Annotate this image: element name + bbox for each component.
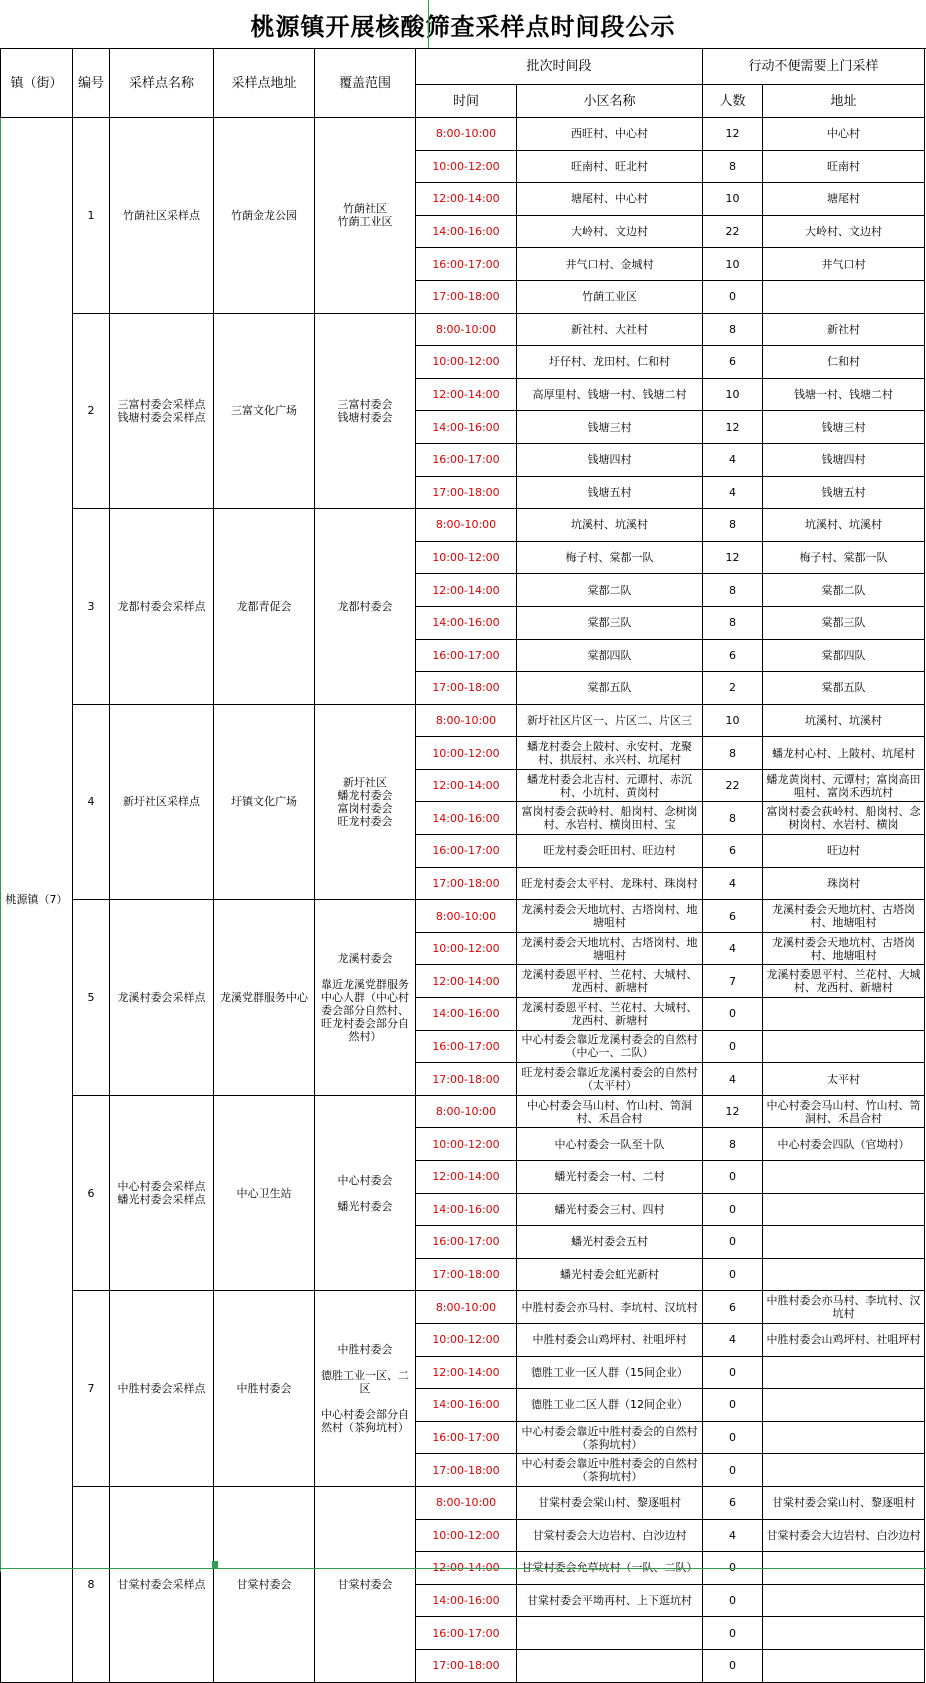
header-count: 人数 (703, 85, 763, 118)
home-count: 8 (703, 150, 763, 183)
home-address (763, 280, 925, 313)
header-batch: 批次时间段 (416, 49, 703, 85)
home-count: 4 (703, 476, 763, 509)
community-names: 蟠光村委会虹光新村 (517, 1258, 703, 1291)
home-count: 4 (703, 1323, 763, 1356)
community-names: 蟠龙村委会上陂村、永安村、龙聚村、拱辰村、永兴村、坑尾村 (517, 737, 703, 770)
time-slot: 16:00-17:00 (416, 248, 517, 281)
home-count: 12 (703, 118, 763, 151)
time-slot: 14:00-16:00 (416, 802, 517, 835)
community-names: 中胜村委会亦马村、李坑村、汉坑村 (517, 1291, 703, 1324)
community-names: 旺龙村委会太平村、龙珠村、珠岗村 (517, 867, 703, 900)
home-address: 棠都四队 (763, 639, 925, 672)
community-names: 圩仔村、龙田村、仁和村 (517, 346, 703, 379)
schedule-table (0, 48, 925, 1683)
time-slot: 12:00-14:00 (416, 183, 517, 216)
home-address: 太平村 (763, 1063, 925, 1096)
home-address: 井气口村 (763, 248, 925, 281)
home-count: 0 (703, 1226, 763, 1259)
time-slot: 16:00-17:00 (416, 639, 517, 672)
site-address: 龙都青促会 (214, 509, 315, 705)
header-address: 地址 (763, 85, 925, 118)
time-slot: 10:00-12:00 (416, 1323, 517, 1356)
time-slot: 8:00-10:00 (416, 509, 517, 542)
header-home-sampling: 行动不便需要上门采样 (703, 49, 925, 85)
site-number: 7 (73, 1291, 110, 1487)
home-address: 塘尾村 (763, 183, 925, 216)
site-name: 甘棠村委会采样点 (110, 1486, 214, 1682)
community-names: 蟠龙村委会北吉村、元谭村、赤沉村、小坑村、黄岗村 (517, 769, 703, 802)
home-count: 4 (703, 443, 763, 476)
table-row (1, 1095, 925, 1128)
page-title: 桃源镇开展核酸筛查采样点时间段公示 (0, 0, 926, 49)
home-address: 仁和村 (763, 346, 925, 379)
home-count: 6 (703, 835, 763, 868)
time-slot: 16:00-17:00 (416, 1421, 517, 1454)
community-names: 棠都四队 (517, 639, 703, 672)
home-address: 坑溪村、坑溪村 (763, 704, 925, 737)
community-names (517, 1649, 703, 1682)
site-name: 龙溪村委会采样点 (110, 900, 214, 1096)
home-count: 0 (703, 1258, 763, 1291)
time-slot: 14:00-16:00 (416, 1389, 517, 1422)
site-address: 中心卫生站 (214, 1095, 315, 1291)
home-count: 10 (703, 248, 763, 281)
home-count: 0 (703, 1161, 763, 1194)
time-slot: 10:00-12:00 (416, 150, 517, 183)
community-names: 德胜工业二区人群（12间企业） (517, 1389, 703, 1422)
home-address: 旺南村 (763, 150, 925, 183)
time-slot: 17:00-18:00 (416, 1063, 517, 1096)
table-row (1, 900, 925, 933)
home-count: 8 (703, 313, 763, 346)
site-address: 竹蓢金龙公园 (214, 118, 315, 314)
community-names: 棠都五队 (517, 672, 703, 705)
table-row (1, 704, 925, 737)
time-slot: 12:00-14:00 (416, 574, 517, 607)
time-slot: 14:00-16:00 (416, 606, 517, 639)
home-address (763, 1258, 925, 1291)
time-slot: 17:00-18:00 (416, 1454, 517, 1487)
time-slot: 8:00-10:00 (416, 900, 517, 933)
home-count: 4 (703, 1063, 763, 1096)
time-slot: 16:00-17:00 (416, 1617, 517, 1650)
community-names: 井气口村、金城村 (517, 248, 703, 281)
home-address (763, 1617, 925, 1650)
community-names: 龙溪村委恩平村、兰花村、大城村、龙西村、新塘村 (517, 965, 703, 998)
site-name: 龙都村委会采样点 (110, 509, 214, 705)
home-address: 棠都二队 (763, 574, 925, 607)
home-address: 钱塘四村 (763, 443, 925, 476)
header-site-address: 采样点地址 (214, 49, 315, 118)
community-names: 蟠光村委会五村 (517, 1226, 703, 1259)
time-slot: 10:00-12:00 (416, 1128, 517, 1161)
site-number: 8 (73, 1486, 110, 1682)
time-slot: 16:00-17:00 (416, 443, 517, 476)
time-slot: 14:00-16:00 (416, 411, 517, 444)
home-address (763, 1649, 925, 1682)
community-names: 新圩社区片区一、片区二、片区三 (517, 704, 703, 737)
community-names: 钱塘四村 (517, 443, 703, 476)
community-names: 德胜工业一区人群（15间企业） (517, 1356, 703, 1389)
home-count: 0 (703, 1649, 763, 1682)
time-slot: 17:00-18:00 (416, 1258, 517, 1291)
home-address (763, 998, 925, 1031)
time-slot: 10:00-12:00 (416, 541, 517, 574)
home-count: 4 (703, 932, 763, 965)
time-slot: 14:00-16:00 (416, 215, 517, 248)
home-address: 蟠龙黄岗村、元谭村；富岗高田咀村、富岗禾西坑村 (763, 769, 925, 802)
home-count: 8 (703, 574, 763, 607)
site-address: 三富文化广场 (214, 313, 315, 509)
site-address: 龙溪党群服务中心 (214, 900, 315, 1096)
home-count: 0 (703, 1356, 763, 1389)
home-address: 中心村委会四队（官坳村） (763, 1128, 925, 1161)
home-address: 龙溪村委会天地坑村、古塔岗村、地塘咀村 (763, 900, 925, 933)
site-coverage: 中胜村委会 德胜工业一区、二区 中心村委会部分自然村（茶狗坑村） (315, 1291, 416, 1487)
home-address (763, 1454, 925, 1487)
site-name: 新圩社区采样点 (110, 704, 214, 900)
time-slot: 12:00-14:00 (416, 1552, 517, 1585)
home-count: 0 (703, 1389, 763, 1422)
time-slot: 14:00-16:00 (416, 1193, 517, 1226)
home-count: 22 (703, 215, 763, 248)
time-slot: 10:00-12:00 (416, 1519, 517, 1552)
community-names: 中心村委会靠近中胜村委会的自然村（茶狗坑村） (517, 1454, 703, 1487)
home-count: 6 (703, 639, 763, 672)
table-row (1, 1291, 925, 1324)
community-names: 甘棠村委会棠山村、黎逐咀村 (517, 1486, 703, 1519)
time-slot: 8:00-10:00 (416, 704, 517, 737)
home-count: 8 (703, 1128, 763, 1161)
home-count: 12 (703, 541, 763, 574)
home-count: 10 (703, 183, 763, 216)
community-names: 西旺村、中心村 (517, 118, 703, 151)
community-names: 龙溪村委恩平村、兰花村、大城村、龙西村、新塘村 (517, 998, 703, 1031)
time-slot: 10:00-12:00 (416, 346, 517, 379)
time-slot: 8:00-10:00 (416, 1095, 517, 1128)
home-address: 中心村 (763, 118, 925, 151)
header-no: 编号 (73, 49, 110, 118)
sheet-bottom-border (0, 1568, 926, 1569)
table-row (1, 509, 925, 542)
community-names: 中胜村委会山鸡坪村、社咀坪村 (517, 1323, 703, 1356)
community-names: 中心村委会靠近中胜村委会的自然村（茶狗坑村） (517, 1421, 703, 1454)
header-community: 小区名称 (517, 85, 703, 118)
community-names: 中心村委会马山村、竹山村、笥洞村、禾昌合村 (517, 1095, 703, 1128)
site-coverage: 龙溪村委会 靠近龙溪党群服务中心人群（中心村委会部分自然村、旺龙村委会部分自然村） (315, 900, 416, 1096)
time-slot: 16:00-17:00 (416, 835, 517, 868)
home-address: 中胜村委会山鸡坪村、社咀坪村 (763, 1323, 925, 1356)
home-count: 8 (703, 509, 763, 542)
home-address (763, 1421, 925, 1454)
site-address: 中胜村委会 (214, 1291, 315, 1487)
site-number: 5 (73, 900, 110, 1096)
header-coverage: 覆盖范围 (315, 49, 416, 118)
time-slot: 16:00-17:00 (416, 1030, 517, 1063)
home-count: 0 (703, 1421, 763, 1454)
home-address: 棠都五队 (763, 672, 925, 705)
home-count: 2 (703, 672, 763, 705)
site-coverage: 龙都村委会 (315, 509, 416, 705)
time-slot: 10:00-12:00 (416, 932, 517, 965)
site-coverage: 三富村委会 钱塘村委会 (315, 313, 416, 509)
site-name: 竹蓢社区采样点 (110, 118, 214, 314)
home-count: 0 (703, 1193, 763, 1226)
community-names: 蟠光村委会三村、四村 (517, 1193, 703, 1226)
community-names: 中心村委会一队至十队 (517, 1128, 703, 1161)
home-count: 4 (703, 867, 763, 900)
time-slot: 8:00-10:00 (416, 118, 517, 151)
community-names: 梅子村、棠都一队 (517, 541, 703, 574)
table-row (1, 313, 925, 346)
community-names: 旺龙村委会旺田村、旺边村 (517, 835, 703, 868)
home-address: 中胜村委会亦马村、李坑村、汉坑村 (763, 1291, 925, 1324)
home-address: 棠都三队 (763, 606, 925, 639)
home-count: 6 (703, 1486, 763, 1519)
home-count: 12 (703, 1095, 763, 1128)
community-names: 大岭村、文边村 (517, 215, 703, 248)
home-count: 8 (703, 802, 763, 835)
community-names: 新社村、大社村 (517, 313, 703, 346)
community-names: 龙溪村委会天地坑村、古塔岗村、地塘咀村 (517, 932, 703, 965)
home-address: 龙溪村委会天地坑村、古塔岗村、地塘咀村 (763, 932, 925, 965)
home-address: 龙溪村委恩平村、兰花村、大城村、龙西村、新塘村 (763, 965, 925, 998)
home-address: 甘棠村委会棠山村、黎逐咀村 (763, 1486, 925, 1519)
time-slot: 16:00-17:00 (416, 1226, 517, 1259)
home-address: 钱塘一村、钱塘二村 (763, 378, 925, 411)
time-slot: 8:00-10:00 (416, 1486, 517, 1519)
home-address (763, 1161, 925, 1194)
time-slot: 12:00-14:00 (416, 1161, 517, 1194)
time-slot: 14:00-16:00 (416, 998, 517, 1031)
community-names: 龙溪村委会天地坑村、古塔岗村、地塘咀村 (517, 900, 703, 933)
community-names: 钱塘五村 (517, 476, 703, 509)
home-count: 22 (703, 769, 763, 802)
community-names (517, 1617, 703, 1650)
sheet-left-border (0, 118, 1, 1572)
home-address: 旺边村 (763, 835, 925, 868)
site-name: 三富村委会采样点 钱塘村委会采样点 (110, 313, 214, 509)
time-slot: 17:00-18:00 (416, 672, 517, 705)
home-address: 钱塘五村 (763, 476, 925, 509)
time-slot: 8:00-10:00 (416, 1291, 517, 1324)
site-address: 甘棠村委会 (214, 1486, 315, 1682)
home-count: 0 (703, 280, 763, 313)
site-coverage: 中心村委会 蟠光村委会 (315, 1095, 416, 1291)
home-address: 珠岗村 (763, 867, 925, 900)
community-names: 钱塘三村 (517, 411, 703, 444)
home-count: 6 (703, 900, 763, 933)
site-coverage: 甘棠村委会 (315, 1486, 416, 1682)
home-count: 0 (703, 998, 763, 1031)
home-address: 坑溪村、坑溪村 (763, 509, 925, 542)
community-names: 棠都二队 (517, 574, 703, 607)
home-address: 蟠龙村心村、上陂村、坑尾村 (763, 737, 925, 770)
community-names: 旺南村、旺北村 (517, 150, 703, 183)
home-count: 0 (703, 1617, 763, 1650)
home-address: 新社村 (763, 313, 925, 346)
table-row (1, 1486, 925, 1519)
home-address (763, 1226, 925, 1259)
site-number: 2 (73, 313, 110, 509)
community-names: 中心村委会靠近龙溪村委会的自然村（中心一、二队） (517, 1030, 703, 1063)
site-name: 中胜村委会采样点 (110, 1291, 214, 1487)
community-names: 坑溪村、坑溪村 (517, 509, 703, 542)
site-address: 圩镇文化广场 (214, 704, 315, 900)
home-count: 8 (703, 606, 763, 639)
site-coverage: 竹蓢社区 竹蓢工业区 (315, 118, 416, 314)
time-slot: 8:00-10:00 (416, 313, 517, 346)
fill-handle[interactable] (212, 1561, 218, 1568)
home-address: 中心村委会马山村、竹山村、笥洞村、禾昌合村 (763, 1095, 925, 1128)
cell-cursor-line (428, 0, 429, 48)
home-count: 0 (703, 1030, 763, 1063)
home-count: 6 (703, 1291, 763, 1324)
community-names: 旺龙村委会靠近龙溪村委会的自然村（太平村） (517, 1063, 703, 1096)
time-slot: 17:00-18:00 (416, 476, 517, 509)
home-count: 0 (703, 1584, 763, 1617)
time-slot: 17:00-18:00 (416, 867, 517, 900)
time-slot: 17:00-18:00 (416, 280, 517, 313)
table-row (1, 118, 925, 151)
home-address: 梅子村、棠都一队 (763, 541, 925, 574)
community-names: 甘棠村委会平坳再村、上下逛坑村 (517, 1584, 703, 1617)
community-names: 棠都三队 (517, 606, 703, 639)
time-slot: 10:00-12:00 (416, 737, 517, 770)
header-site-name: 采样点名称 (110, 49, 214, 118)
home-count: 8 (703, 737, 763, 770)
home-count: 7 (703, 965, 763, 998)
site-number: 4 (73, 704, 110, 900)
home-count: 0 (703, 1454, 763, 1487)
home-address (763, 1389, 925, 1422)
home-address: 钱塘三村 (763, 411, 925, 444)
home-count: 12 (703, 411, 763, 444)
community-names: 甘棠村委会允草坑村（一队、二队） (517, 1552, 703, 1585)
town-cell: 桃源镇（7） (1, 118, 73, 1683)
home-address (763, 1030, 925, 1063)
site-coverage: 新圩社区 蟠龙村委会 富岗村委会 旺龙村委会 (315, 704, 416, 900)
home-address: 富岗村委会荻岭村、船岗村、念树岗村、水岩村、横岗 (763, 802, 925, 835)
header-town: 镇（街） (1, 49, 73, 118)
home-count: 6 (703, 346, 763, 379)
community-names: 高厚里村、钱塘一村、钱塘二村 (517, 378, 703, 411)
time-slot: 12:00-14:00 (416, 1356, 517, 1389)
time-slot: 12:00-14:00 (416, 378, 517, 411)
community-names: 塘尾村、中心村 (517, 183, 703, 216)
home-count: 0 (703, 1552, 763, 1585)
home-count: 4 (703, 1519, 763, 1552)
community-names: 富岗村委会荻岭村、船岗村、念树岗村、水岩村、横岗田村、宝 (517, 802, 703, 835)
home-address (763, 1193, 925, 1226)
header-time: 时间 (416, 85, 517, 118)
time-slot: 17:00-18:00 (416, 1649, 517, 1682)
home-count: 10 (703, 378, 763, 411)
community-names: 竹蓢工业区 (517, 280, 703, 313)
home-address: 甘棠村委会大边岩村、白沙边村 (763, 1519, 925, 1552)
home-address (763, 1584, 925, 1617)
site-number: 6 (73, 1095, 110, 1291)
time-slot: 12:00-14:00 (416, 965, 517, 998)
home-address: 大岭村、文边村 (763, 215, 925, 248)
time-slot: 12:00-14:00 (416, 769, 517, 802)
home-count: 10 (703, 704, 763, 737)
time-slot: 14:00-16:00 (416, 1584, 517, 1617)
home-address (763, 1356, 925, 1389)
community-names: 蟠光村委会一村、二村 (517, 1161, 703, 1194)
community-names: 甘棠村委会大边岩村、白沙边村 (517, 1519, 703, 1552)
site-name: 中心村委会采样点 蟠光村委会采样点 (110, 1095, 214, 1291)
site-number: 3 (73, 509, 110, 705)
site-number: 1 (73, 118, 110, 314)
